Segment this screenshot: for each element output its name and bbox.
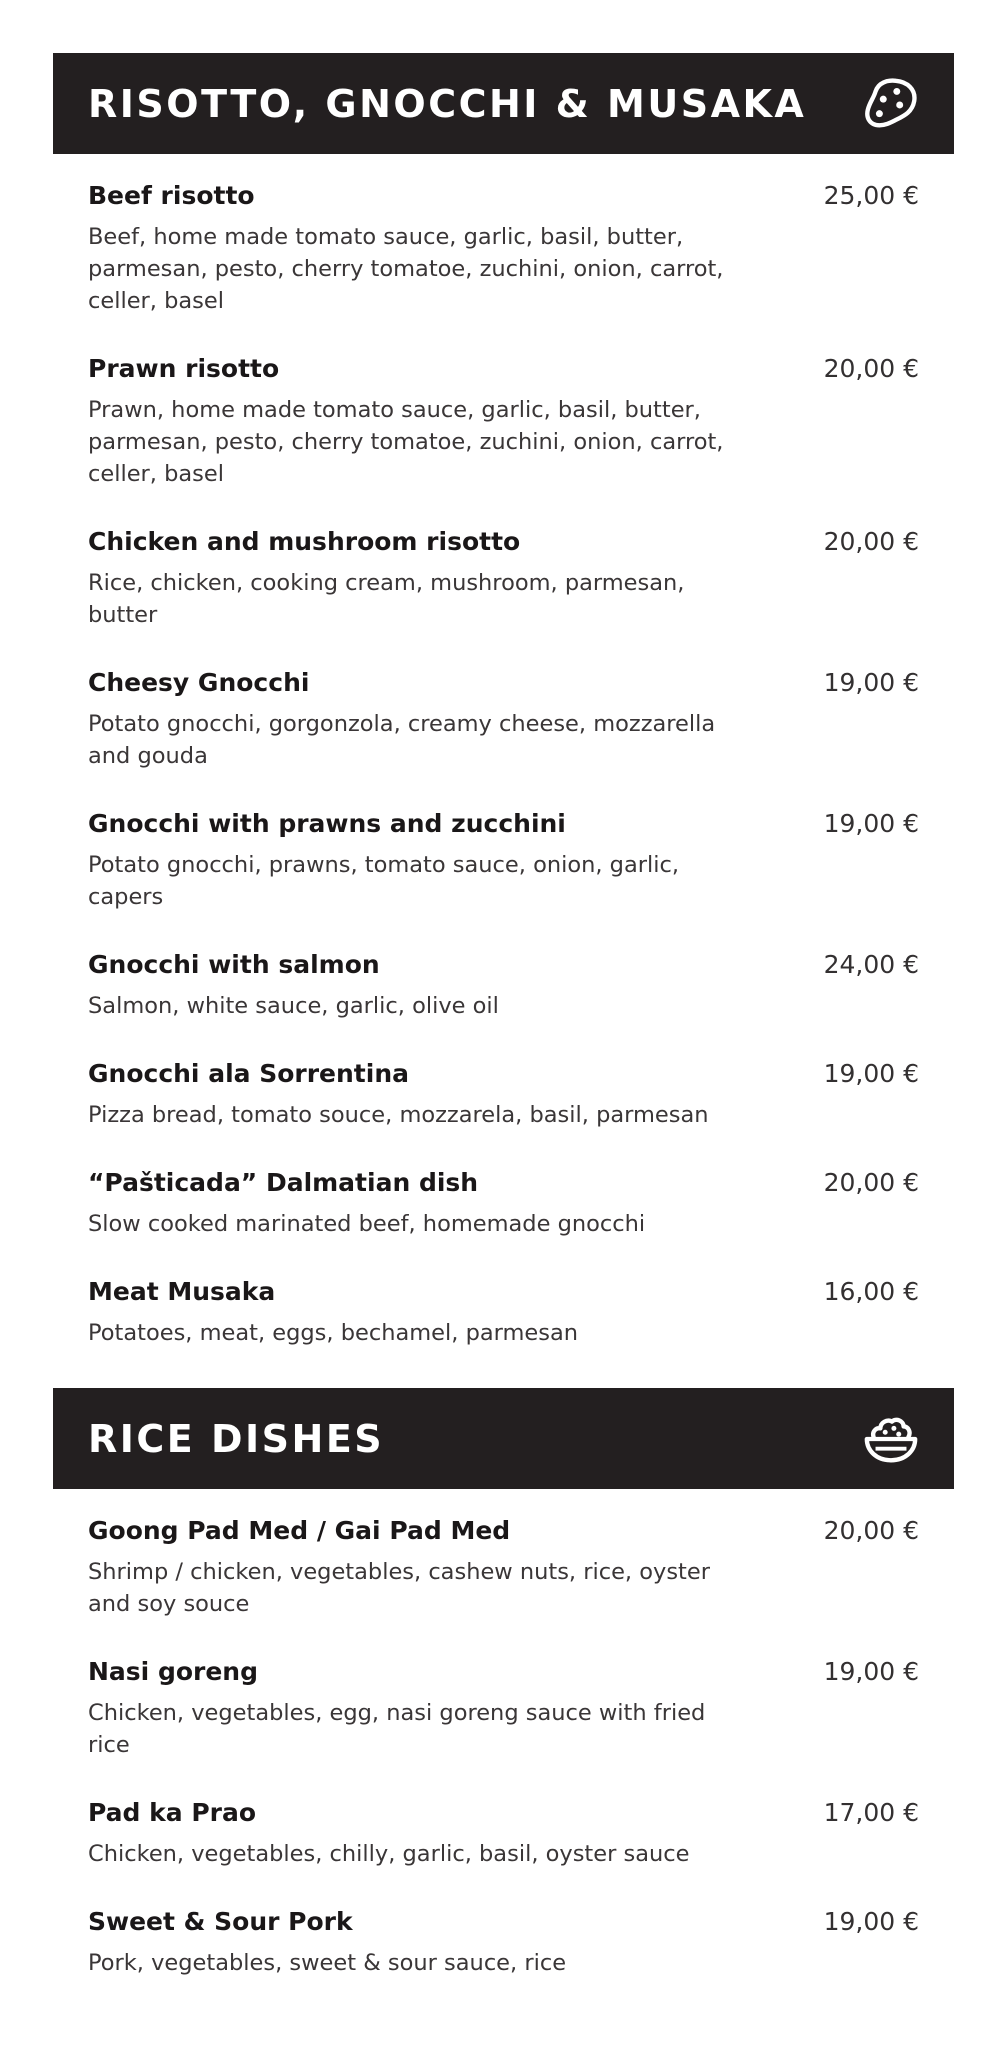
item-name: Cheesy Gnocchi <box>88 668 310 697</box>
menu-item <box>88 1168 919 1240</box>
section-banner <box>53 1388 954 1489</box>
section-banner <box>53 53 954 154</box>
item-list <box>53 1516 954 1979</box>
item-name: “Pašticada” Dalmatian dish <box>88 1168 479 1197</box>
item-description: Potato gnocchi, prawns, tomato sauce, onion, garlic, capers <box>88 852 680 910</box>
item-name: Chicken and mushroom risotto <box>88 527 521 556</box>
item-price: 17,00 € <box>823 1798 919 1827</box>
item-name: Prawn risotto <box>88 354 280 383</box>
item-price: 25,00 € <box>823 181 919 210</box>
item-price: 20,00 € <box>823 1168 919 1197</box>
menu-item <box>88 1516 919 1620</box>
item-description: Rice, chicken, cooking cream, mushroom, parmesan, butter <box>88 570 685 628</box>
item-price: 20,00 € <box>823 1516 919 1545</box>
menu-item <box>88 668 919 772</box>
section-title: RISOTTO, GNOCCHI & MUSAKA <box>88 81 807 126</box>
rice-bowl-icon <box>862 1410 920 1468</box>
menu-item <box>88 809 919 913</box>
item-price: 19,00 € <box>823 1657 919 1686</box>
item-name: Gnocchi with salmon <box>88 950 380 979</box>
section-title: RICE DISHES <box>88 1416 385 1461</box>
item-description: Prawn, home made tomato sauce, garlic, basil, butter, parmesan, pesto, cherry tomatoe, zuchini, onion, carrot, celler, basel <box>88 397 724 487</box>
item-price: 19,00 € <box>823 1907 919 1936</box>
item-description: Slow cooked marinated beef, homemade gnocchi <box>88 1211 646 1237</box>
menu-item <box>88 1798 919 1870</box>
item-description: Potato gnocchi, gorgonzola, creamy cheese, mozzarella and gouda <box>88 711 716 769</box>
menu-item <box>88 950 919 1022</box>
item-description: Salmon, white sauce, garlic, olive oil <box>88 993 499 1019</box>
item-name: Meat Musaka <box>88 1277 276 1306</box>
menu-item <box>88 1907 919 1979</box>
menu-section-rice-dishes <box>53 1388 954 2016</box>
item-name: Gnocchi ala Sorrentina <box>88 1059 409 1088</box>
menu-item <box>88 1657 919 1761</box>
item-description: Shrimp / chicken, vegetables, cashew nuts, rice, oyster and soy souce <box>88 1559 710 1617</box>
item-description: Chicken, vegetables, egg, nasi goreng sauce with fried rice <box>88 1700 706 1758</box>
item-description: Pork, vegetables, sweet & sour sauce, rice <box>88 1950 567 1976</box>
item-name: Pad ka Prao <box>88 1798 257 1827</box>
menu-item <box>88 527 919 631</box>
item-price: 20,00 € <box>823 354 919 383</box>
item-price: 19,00 € <box>823 809 919 838</box>
menu-item <box>88 1277 919 1349</box>
menu-item <box>88 181 919 317</box>
item-name: Gnocchi with prawns and zucchini <box>88 809 566 838</box>
item-price: 16,00 € <box>823 1277 919 1306</box>
item-price: 20,00 € <box>823 527 919 556</box>
item-description: Chicken, vegetables, chilly, garlic, basil, oyster sauce <box>88 1841 690 1867</box>
item-price: 19,00 € <box>823 668 919 697</box>
menu-item <box>88 1059 919 1131</box>
item-description: Potatoes, meat, eggs, bechamel, parmesan <box>88 1320 579 1346</box>
item-name: Sweet & Sour Pork <box>88 1907 353 1936</box>
item-description: Pizza bread, tomato souce, mozzarela, basil, parmesan <box>88 1102 709 1128</box>
item-description: Beef, home made tomato sauce, garlic, basil, butter, parmesan, pesto, cherry tomatoe, zuchini, onion, carrot, celler, basel <box>88 224 724 314</box>
menu-section-risotto <box>53 53 954 1386</box>
item-price: 24,00 € <box>823 950 919 979</box>
item-name: Goong Pad Med / Gai Pad Med <box>88 1516 511 1545</box>
item-price: 19,00 € <box>823 1059 919 1088</box>
menu-item <box>88 354 919 490</box>
potato-icon <box>862 75 920 133</box>
item-name: Beef risotto <box>88 181 255 210</box>
item-name: Nasi goreng <box>88 1657 258 1686</box>
item-list <box>53 181 954 1349</box>
